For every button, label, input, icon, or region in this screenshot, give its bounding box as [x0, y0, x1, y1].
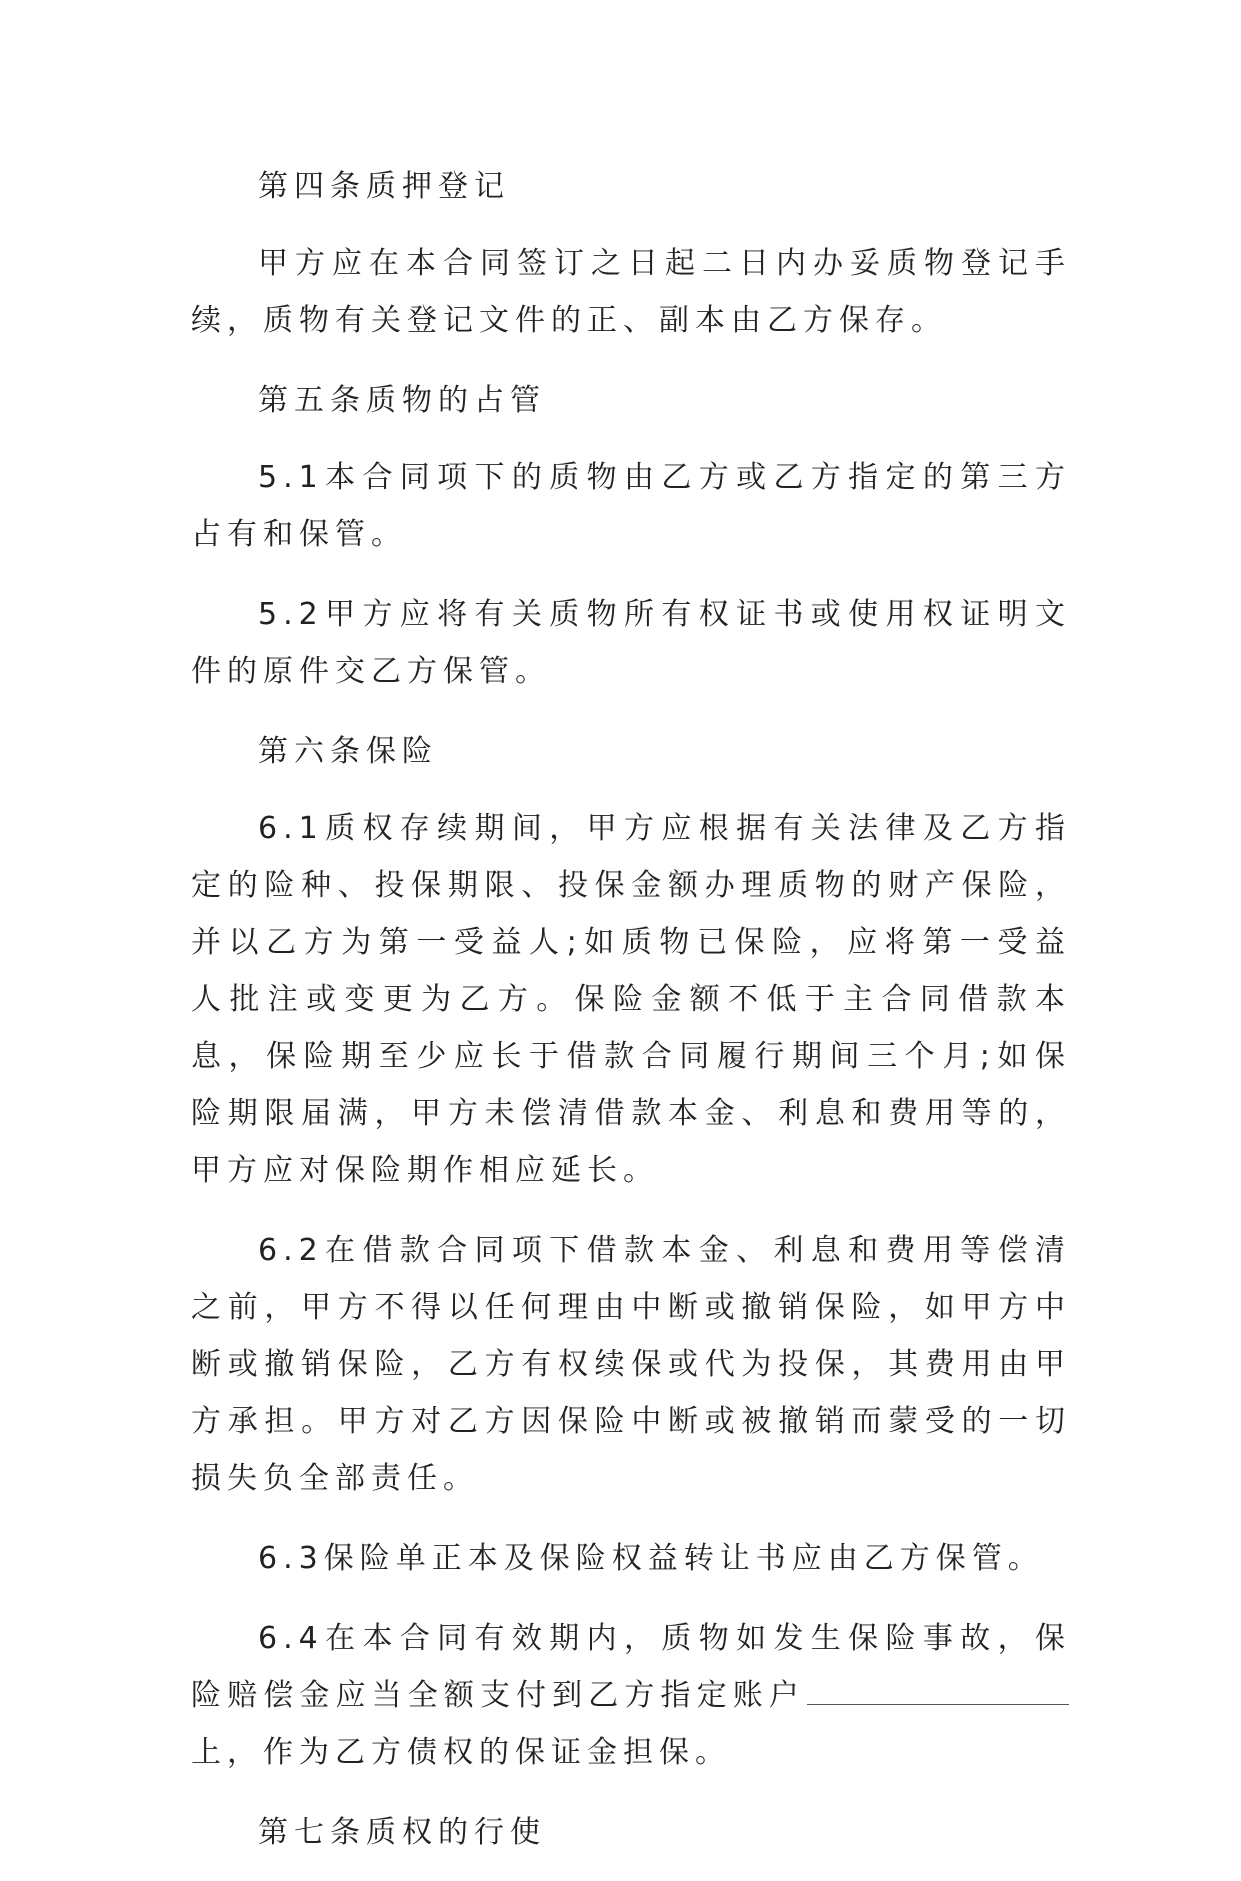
clause-6-4-text-after: 上，作为乙方债权的保证金担保。: [191, 1735, 731, 1770]
article-5-heading: 第五条质物的占管: [258, 383, 546, 418]
clause-6-3: 6.3保险单正本及保险权益转让书应由乙方保管。: [258, 1541, 1044, 1576]
document-body: [191, 158, 1071, 1881]
account-number-blank: [807, 1704, 1069, 1705]
clause-6-4-text-before: 6.4在本合同有效期内，质物如发生保险事故，保险赔偿金应当全额支付到乙方指定账户: [191, 1621, 1071, 1713]
article-4-heading: 第四条质押登记: [258, 169, 510, 204]
clause-6-2: 6.2在借款合同项下借款本金、利息和费用等偿清之前，甲方不得以任何理由中断或撤销保险，如甲方中断或撤销保险，乙方有权续保或代为投保，其费用由甲方承担。甲方对乙方因保险中断或被撤销而蒙受的一切损失负全部责任。: [191, 1233, 1071, 1496]
article-4-paragraph: 甲方应在本合同签订之日起二日内办妥质物登记手续，质物有关登记文件的正、副本由乙方保存。: [191, 246, 1071, 338]
clause-6-1: 6.1质权存续期间，甲方应根据有关法律及乙方指定的险种、投保期限、投保金额办理质物的财产保险，并以乙方为第一受益人;如质物已保险，应将第一受益人批注或变更为乙方。保险金额不低于主合同借款本息，保险期至少应长于借款合同履行期间三个月;如保险期限届满，甲方未偿清借款本金、利息和费用等的，甲方应对保险期作相应延长。: [191, 811, 1071, 1188]
clause-5-2: 5.2甲方应将有关质物所有权证书或使用权证明文件的原件交乙方保管。: [191, 597, 1071, 689]
article-6-heading: 第六条保险: [258, 734, 438, 769]
clause-6-4: [191, 1610, 1071, 1781]
article-7-heading: 第七条质权的行使: [258, 1815, 546, 1850]
clause-5-1: 5.1本合同项下的质物由乙方或乙方指定的第三方占有和保管。: [191, 460, 1071, 552]
